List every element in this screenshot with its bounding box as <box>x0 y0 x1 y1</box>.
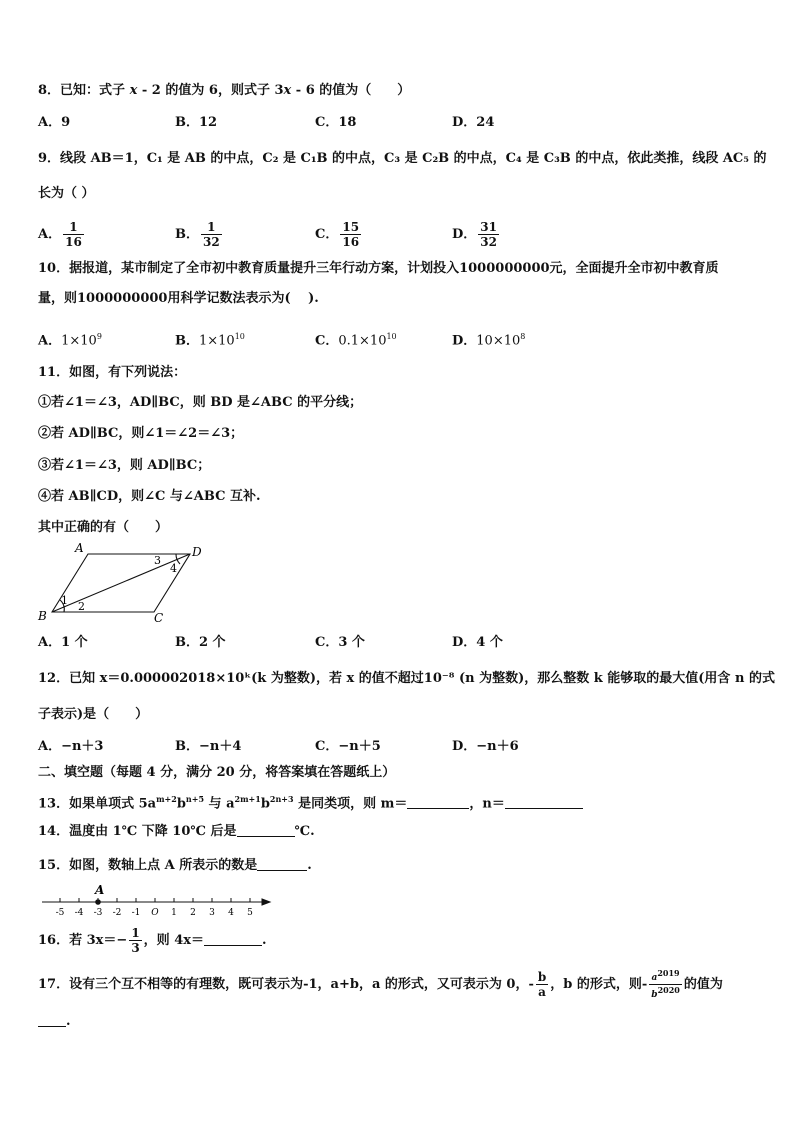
number-line-tick-label: 1 <box>171 908 177 918</box>
q12-option-c[interactable]: C．−n＋5 <box>315 739 381 754</box>
q16-answer[interactable] <box>204 931 262 946</box>
q9-option-c[interactable]: C． $\frac{15}{16}$ <box>315 220 360 249</box>
q11-statement-3: ③若∠1＝∠3，则 AD∥BC； <box>38 458 211 473</box>
q9-option-d[interactable]: D． $\frac{31}{32}$ <box>452 220 497 249</box>
question-15: 15．如图，数轴上点 A 所表示的数是 . <box>38 858 312 873</box>
number-line-tick-label: 3 <box>209 908 215 918</box>
number-line-tick-label: 4 <box>228 908 234 918</box>
vertex-d: D <box>192 545 202 559</box>
number-line-tick-label: -2 <box>112 908 122 918</box>
question-8: 8．已知：式子 x - 2 的值为 6，则式子 3x - 6 的值为（ ） <box>38 83 411 98</box>
number-line-tick-label: 5 <box>247 908 253 918</box>
section-2-heading: 二、填空题（每题 4 分，满分 20 分，将答案填在答题纸上） <box>38 765 396 780</box>
number-line-tick-label: -4 <box>74 908 84 918</box>
angle-label-4: 4 <box>170 562 177 575</box>
number-line-tick-label: O <box>151 908 159 918</box>
q11-statement-1: ①若∠1＝∠3，AD∥BC，则 BD 是∠ABC 的平分线； <box>38 395 363 410</box>
number-line-tick-label: -5 <box>55 908 65 918</box>
q14-answer[interactable] <box>237 822 295 837</box>
parallelogram-figure <box>34 540 224 626</box>
question-10-line1: 10．据报道，某市制定了全市初中教育质量提升三年行动方案，计划投入1000000000元，全面提升全市初中教育质 <box>38 261 719 276</box>
angle-label-3: 3 <box>154 554 161 567</box>
q11-statement-2: ②若 AD∥BC，则∠1＝∠2＝∠3； <box>38 426 244 441</box>
vertex-c: C <box>154 611 164 625</box>
q10-option-b[interactable]: B．$1\times 10^{10}$ <box>175 332 245 349</box>
q8-option-d[interactable]: D．24 <box>452 115 495 130</box>
q11-option-b[interactable]: B．2 个 <box>175 635 226 650</box>
q15-answer[interactable] <box>257 856 307 871</box>
angle-label-1: 1 <box>61 594 68 607</box>
question-13: 13．如果单项式 $5a^{m+2}b^{n+5}$ 与 $a^{2m+1}b^{2n+3}$ 是同类项，则 m＝ ，n＝ <box>38 790 583 813</box>
number-line-tick-label: 2 <box>190 908 196 918</box>
q12-option-a[interactable]: A．−n＋3 <box>38 739 104 754</box>
q8-option-a[interactable]: A．9 <box>38 115 71 130</box>
q12-option-b[interactable]: B．−n＋4 <box>175 739 242 754</box>
question-12-line1: 12．已知 x＝0.000002018×10ᵏ(k 为整数)，若 x 的值不超过10⁻⁸ (n 为整数)，那么整数 k 能够取的最大值(用含 n 的式 <box>38 671 775 686</box>
vertex-a: A <box>75 541 84 555</box>
question-17: 17．设有三个互不相等的有理数，既可表示为-1，a+b，a 的形式，又可表示为 0，- $\frac{b}{a}$ ，b 的形式，则- $\frac{a^{2019}}{b^{2020}}$ 的值为 <box>38 968 723 1000</box>
question-16: 16．若 3x＝− $\frac{1}{3}$ ，则 4x＝ . <box>38 926 267 955</box>
question-11-stem: 11．如图，有下列说法： <box>38 365 187 380</box>
q9-options <box>38 212 758 252</box>
number-line-arrow <box>262 899 270 905</box>
q10-option-d[interactable]: D．$10\times 10^8$ <box>452 332 526 349</box>
q17-answer[interactable] <box>38 1012 66 1027</box>
number-line <box>40 880 272 920</box>
point-a-label: A <box>95 883 105 897</box>
vertex-b: B <box>38 609 47 623</box>
q10-option-a[interactable]: A．$1\times 10^9$ <box>38 332 102 349</box>
point-a-dot <box>95 899 101 905</box>
number-line-tick-label: -1 <box>131 908 141 918</box>
question-9-line2: 长为（ ） <box>38 186 95 201</box>
number-line-tick-label: -3 <box>93 908 103 918</box>
q11-option-c[interactable]: C．3 个 <box>315 635 365 650</box>
q8-option-c[interactable]: C．18 <box>315 115 357 130</box>
number-line-ticks <box>56 898 254 918</box>
question-10-line2: 量，则1000000000用科学记数法表示为( ). <box>38 291 319 306</box>
q11-option-d[interactable]: D．4 个 <box>452 635 503 650</box>
angle-label-2: 2 <box>78 600 85 613</box>
q17-answer-line: . <box>38 1012 71 1031</box>
q10-option-c[interactable]: C．$0.1\times 10^{10}$ <box>315 332 397 349</box>
question-12-line2: 子表示)是（ ） <box>38 707 149 722</box>
q11-ask: 其中正确的有（ ） <box>38 520 169 535</box>
question-14: 14．温度由 1℃ 下降 10℃ 后是 ℃. <box>38 824 315 839</box>
q9-option-a[interactable]: A． $\frac{1}{16}$ <box>38 220 82 249</box>
q11-option-a[interactable]: A．1 个 <box>38 635 88 650</box>
question-9-line1: 9．线段 AB＝1，C₁ 是 AB 的中点，C₂ 是 C₁B 的中点，C₃ 是 C₂B 的中点，C₄ 是 C₃B 的中点，依此类推，线段 AC₅ 的 <box>38 151 767 166</box>
q13-answer-n[interactable] <box>505 794 583 809</box>
q12-option-d[interactable]: D．−n＋6 <box>452 739 519 754</box>
q8-option-b[interactable]: B．12 <box>175 115 218 130</box>
q11-statement-4: ④若 AB∥CD，则∠C 与∠ABC 互补. <box>38 489 261 504</box>
q9-option-b[interactable]: B． $\frac{1}{32}$ <box>175 220 220 249</box>
q13-answer-m[interactable] <box>407 794 469 809</box>
